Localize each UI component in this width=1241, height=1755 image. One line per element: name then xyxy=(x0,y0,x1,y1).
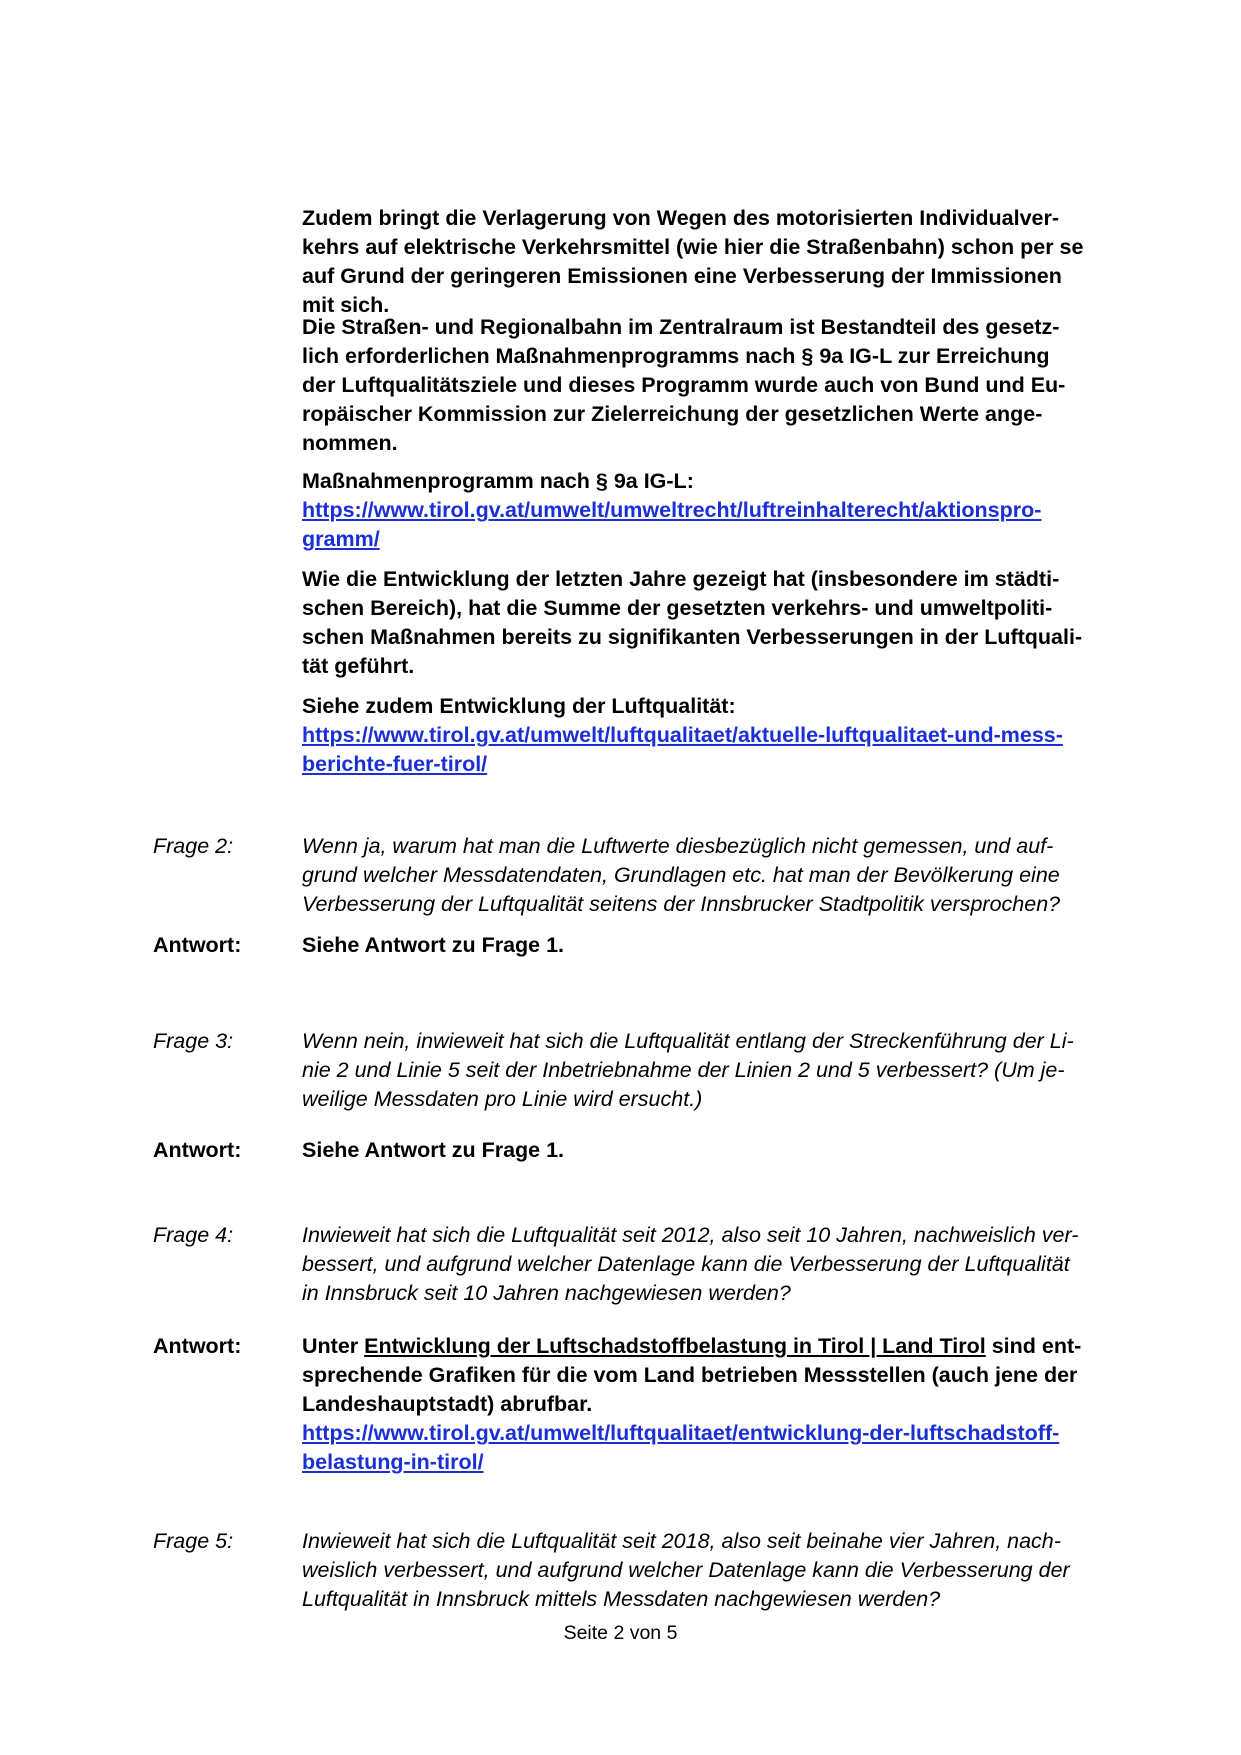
text-line xyxy=(302,1332,1132,1361)
question-5-label: Frage 5: xyxy=(153,1529,234,1553)
text-line: Inwieweit hat sich die Luftqualität seit 2018, also seit beinahe vier Jahren, nach- xyxy=(302,1529,1061,1553)
text-line: Verbesserung der Luftqualität seitens der Innsbrucker Stadtpolitik versprochen? xyxy=(302,892,1061,916)
luftschadstoff-url-link[interactable]: belastung-in-tirol/ xyxy=(302,1450,484,1474)
intro-paragraph-3 xyxy=(302,565,1132,681)
question-3-text xyxy=(302,1027,1132,1114)
text-line: kehrs auf elektrische Verkehrsmittel (wie hier die Straßenbahn) schon per se xyxy=(302,235,1084,259)
question-2-label: Frage 2: xyxy=(153,834,234,858)
text-line: auf Grund der geringeren Emissionen eine Verbesserung der Immissionen xyxy=(302,264,1062,288)
answer-3-text: Siehe Antwort zu Frage 1. xyxy=(302,1138,565,1162)
luftschadstoff-url-link[interactable]: https://www.tirol.gv.at/umwelt/luftqualitaet/entwicklung-der-luftschadstoff- xyxy=(302,1421,1060,1445)
see-label: Siehe zudem Entwicklung der Luftqualität: xyxy=(302,694,736,718)
luftschadstoff-page-link[interactable]: Entwicklung der Luftschadstoffbelastung in Tirol | Land Tirol xyxy=(364,1334,986,1358)
text-line: in Innsbruck seit 10 Jahren nachgewiesen werden? xyxy=(302,1281,791,1305)
intro-paragraph-2 xyxy=(302,313,1132,458)
text-line: weilige Messdaten pro Linie wird ersucht.) xyxy=(302,1087,703,1111)
air-quality-link[interactable]: https://www.tirol.gv.at/umwelt/luftqualitaet/aktuelle-luftqualitaet-und-mess- xyxy=(302,723,1063,747)
text-line: weislich verbessert, und aufgrund welcher Datenlage kann die Verbesserung der xyxy=(302,1558,1070,1582)
text-line: tät geführt. xyxy=(302,654,415,678)
program-link[interactable]: gramm/ xyxy=(302,527,380,551)
answer-2-label: Antwort: xyxy=(153,933,242,957)
text-line: nie 2 und Linie 5 seit der Inbetriebnahme der Linien 2 und 5 verbessert? (Um je- xyxy=(302,1058,1065,1082)
text-line: schen Maßnahmen bereits zu signifikanten Verbesserungen in der Luftquali- xyxy=(302,625,1083,649)
answer-4-text xyxy=(302,1332,1132,1477)
text-line: schen Bereich), hat die Summe der gesetzten verkehrs- und umweltpoliti- xyxy=(302,596,1053,620)
see-section xyxy=(302,692,1132,779)
text-line: Wenn nein, inwieweit hat sich die Luftqualität entlang der Streckenführung der Li- xyxy=(302,1029,1074,1053)
answer-3-label: Antwort: xyxy=(153,1138,242,1162)
text-line: mit sich. xyxy=(302,293,390,317)
question-3-label: Frage 3: xyxy=(153,1029,234,1053)
question-4-label: Frage 4: xyxy=(153,1223,234,1247)
air-quality-link[interactable]: berichte-fuer-tirol/ xyxy=(302,752,488,776)
answer-4-prefix: Unter xyxy=(302,1334,365,1358)
text-line: nommen. xyxy=(302,431,398,455)
text-line: bessert, und aufgrund welcher Datenlage kann die Verbesserung der Luftqualität xyxy=(302,1252,1070,1276)
question-5-text xyxy=(302,1527,1132,1614)
text-line: grund welcher Messdatendaten, Grundlagen etc. hat man der Bevölkerung eine xyxy=(302,863,1060,887)
text-line: der Luftqualitätsziele und dieses Programm wurde auch von Bund und Eu- xyxy=(302,373,1066,397)
answer-4-suffix: sind ent- xyxy=(985,1334,1082,1358)
question-2-text xyxy=(302,832,1132,919)
text-line: sprechende Grafiken für die vom Land betrieben Messstellen (auch jene der xyxy=(302,1363,1078,1387)
program-section xyxy=(302,467,1132,554)
answer-2-text: Siehe Antwort zu Frage 1. xyxy=(302,933,565,957)
program-link[interactable]: https://www.tirol.gv.at/umwelt/umweltrecht/luftreinhalterecht/aktionspro- xyxy=(302,498,1042,522)
intro-paragraph-1 xyxy=(302,204,1132,320)
text-line: Zudem bringt die Verlagerung von Wegen des motorisierten Individualver- xyxy=(302,206,1060,230)
text-line: Wenn ja, warum hat man die Luftwerte diesbezüglich nicht gemessen, und auf- xyxy=(302,834,1054,858)
question-4-text xyxy=(302,1221,1132,1308)
text-line: Landeshauptstadt) abrufbar. xyxy=(302,1392,593,1416)
program-label: Maßnahmenprogramm nach § 9a IG-L: xyxy=(302,469,694,493)
text-line: Wie die Entwicklung der letzten Jahre gezeigt hat (insbesondere im städti- xyxy=(302,567,1060,591)
text-line: ropäischer Kommission zur Zielerreichung der gesetzlichen Werte ange- xyxy=(302,402,1043,426)
text-line: Luftqualität in Innsbruck mittels Messdaten nachgewiesen werden? xyxy=(302,1587,941,1611)
answer-4-label: Antwort: xyxy=(153,1334,242,1358)
text-line: lich erforderlichen Maßnahmenprogramms nach § 9a IG-L zur Erreichung xyxy=(302,344,1050,368)
text-line: Die Straßen- und Regionalbahn im Zentralraum ist Bestandteil des gesetz- xyxy=(302,315,1060,339)
page-number: Seite 2 von 5 xyxy=(563,1622,678,1644)
text-line: Inwieweit hat sich die Luftqualität seit 2012, also seit 10 Jahren, nachweislich ver- xyxy=(302,1223,1079,1247)
